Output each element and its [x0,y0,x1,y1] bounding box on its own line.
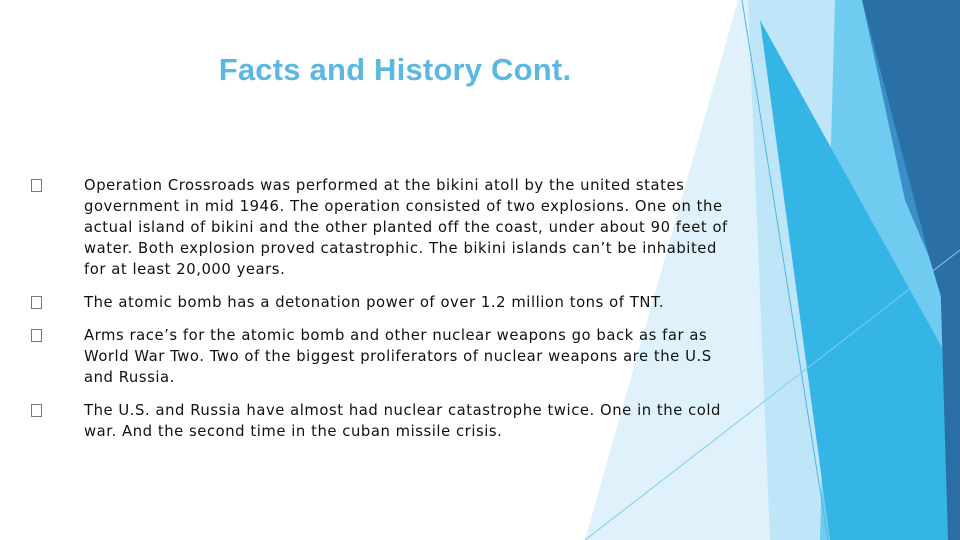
slide-title: Facts and History Cont. [218,52,572,87]
bullet-item: The U.S. and Russia have almost had nuclear catastrophe twice. One in the cold war. And the second time in the cuban missile crisis. [84,402,721,440]
bullet-item: Arms race’s for the atomic bomb and other nuclear weapons go back as far as World War Two. Two of the biggest proliferators of nuclear weapons are the U.S and Russia. [84,327,712,386]
bullet-marker-icon [31,179,42,192]
bullet-marker-icon [31,329,42,342]
bullet-item: The atomic bomb has a detonation power of over 1.2 million tons of TNT. [84,294,665,311]
bullet-marker-icon [31,296,42,309]
bullet-marker-icon [31,404,42,417]
bullet-item: Operation Crossroads was performed at the bikini atoll by the united states government in mid 1946. The operation consisted of two explosions. One on the actual island of bikini and the other planted off the coast, under about 90 feet of water. Both explosion proved catastrophic. The bikini islands can’t be inhabited for at least 20,000 years. [84,177,728,278]
